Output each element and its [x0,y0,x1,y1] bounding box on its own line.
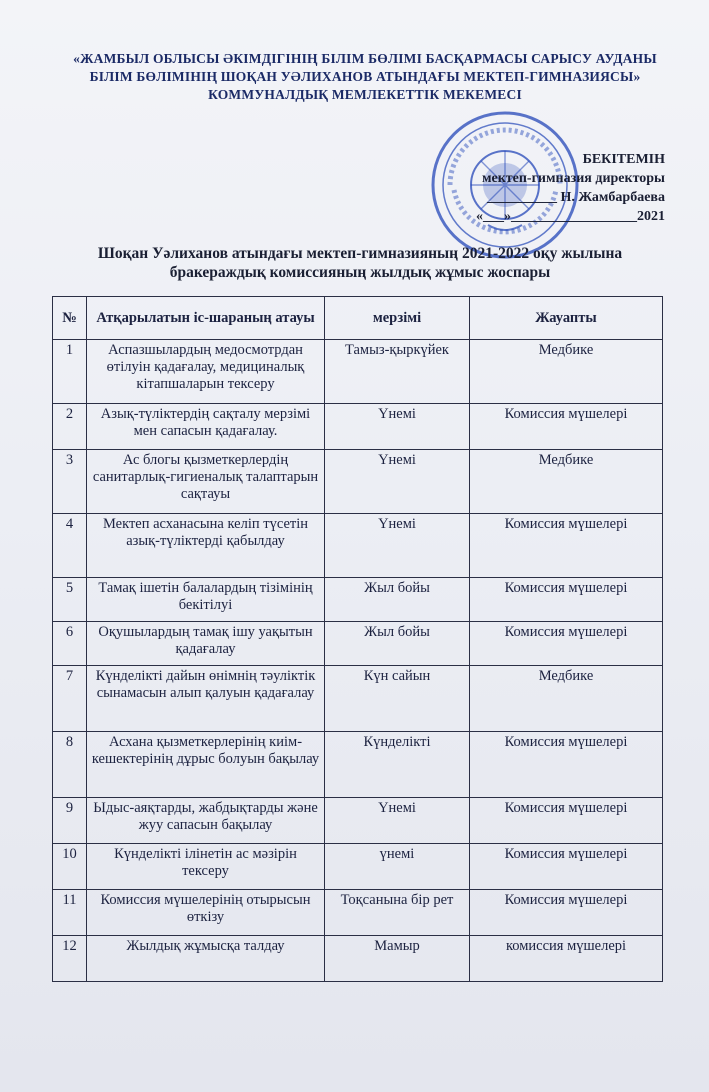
row-term: Күн сайын [325,666,470,732]
row-responsible: Комиссия мүшелері [470,578,663,622]
row-responsible: комиссия мүшелері [470,936,663,982]
row-term: Үнемі [325,798,470,844]
row-number: 6 [53,622,87,666]
row-activity: Ыдыс-аяқтарды, жабдықтарды және жуу сапасын бақылау [87,798,325,844]
header-term: мерзімі [325,297,470,340]
table-row [53,514,663,578]
approval-heading: БЕКІТЕМІН [582,152,665,167]
row-responsible: Комиссия мүшелері [470,514,663,578]
row-term: Тамыз-қыркүйек [325,340,470,404]
approval-position: мектеп-гимназия директоры [481,171,665,186]
row-term: Мамыр [325,936,470,982]
row-number: 2 [53,404,87,450]
row-activity: Комиссия мүшелерінің отырысын өткізу [87,890,325,936]
row-activity: Күнделікті дайын өнімнің тәуліктік сынамасын алып қалуын қадағалау [87,666,325,732]
row-number: 3 [53,450,87,514]
row-term: Жыл бойы [325,578,470,622]
row-number: 8 [53,732,87,798]
row-activity: Ас блогы қызметкерлердің санитарлық-гигиеналық талаптарын сақтауы [87,450,325,514]
work-plan-table [52,296,663,982]
row-responsible: Комиссия мүшелері [470,890,663,936]
row-term: Тоқсанына бір рет [325,890,470,936]
row-term: Үнемі [325,450,470,514]
row-activity: Аспазшылардың медосмотрдан өтілуін қадағалау, медициналық кітапшаларын тексеру [87,340,325,404]
row-term: Үнемі [325,514,470,578]
table-row [53,340,663,404]
row-number: 7 [53,666,87,732]
row-activity: Күнделікті ілінетін ас мәзірін тексеру [87,844,325,890]
row-activity: Асхана қызметкерлерінің киім-кешектерінің дұрыс болуын бақылау [87,732,325,798]
row-activity: Тамақ ішетін балалардың тізімінің бекітілуі [87,578,325,622]
row-term: Жыл бойы [325,622,470,666]
table-row [53,404,663,450]
approval-signature-line: __________ Н. Жамбарбаева [487,190,665,205]
table-header-row [53,297,663,340]
row-activity: Жылдық жұмысқа талдау [87,936,325,982]
row-activity: Оқушылардың тамақ ішу уақытын қадағалау [87,622,325,666]
table-row [53,732,663,798]
row-responsible: Комиссия мүшелері [470,798,663,844]
row-number: 1 [53,340,87,404]
row-number: 5 [53,578,87,622]
row-term: Күнделікті [325,732,470,798]
row-responsible: Комиссия мүшелері [470,404,663,450]
header-responsible: Жауапты [470,297,663,340]
table-row [53,622,663,666]
table-row [53,936,663,982]
table-row [53,798,663,844]
row-term: Үнемі [325,404,470,450]
table-row [53,844,663,890]
row-number: 9 [53,798,87,844]
row-number: 12 [53,936,87,982]
row-number: 10 [53,844,87,890]
row-responsible: Медбике [470,666,663,732]
row-responsible: Комиссия мүшелері [470,844,663,890]
row-responsible: Комиссия мүшелері [470,732,663,798]
table-row [53,578,663,622]
table-row [53,666,663,732]
organization-header: «ЖАМБЫЛ ОБЛЫСЫ ӘКІМДІГІНІҢ БІЛІМ БӨЛІМІ БАСҚАРМАСЫ САРЫСУ АУДАНЫ БІЛІМ БӨЛІМІНІҢ ШОҚАН УӘЛИХАНОВ АТЫНДАҒЫ МЕКТЕП-ГИМНАЗИЯСЫ» КОММУНАЛДЫҚ МЕМЛЕКЕТТІК МЕКЕМЕСІ [73,51,657,102]
row-responsible: Медбике [470,450,663,514]
approval-block [425,150,665,226]
row-activity: Азық-түліктердің сақталу мерзімі мен сапасын қадағалау. [87,404,325,450]
row-number: 11 [53,890,87,936]
table-row [53,450,663,514]
table-row [53,890,663,936]
row-responsible: Медбике [470,340,663,404]
row-responsible: Комиссия мүшелері [470,622,663,666]
header-number: № [53,297,87,340]
row-activity: Мектеп асханасына келіп түсетін азық-түліктерді қабылдау [87,514,325,578]
row-term: үнемі [325,844,470,890]
document-title: Шоқан Уәлиханов атындағы мектеп-гимназияның 2021-2022 оқу жылына бракераждық комиссияның жылдық жұмыс жоспары [97,245,623,281]
row-number: 4 [53,514,87,578]
header-activity: Атқарылатын іс-шараның атауы [87,297,325,340]
approval-date-line: «___»__________________2021 [476,209,665,224]
